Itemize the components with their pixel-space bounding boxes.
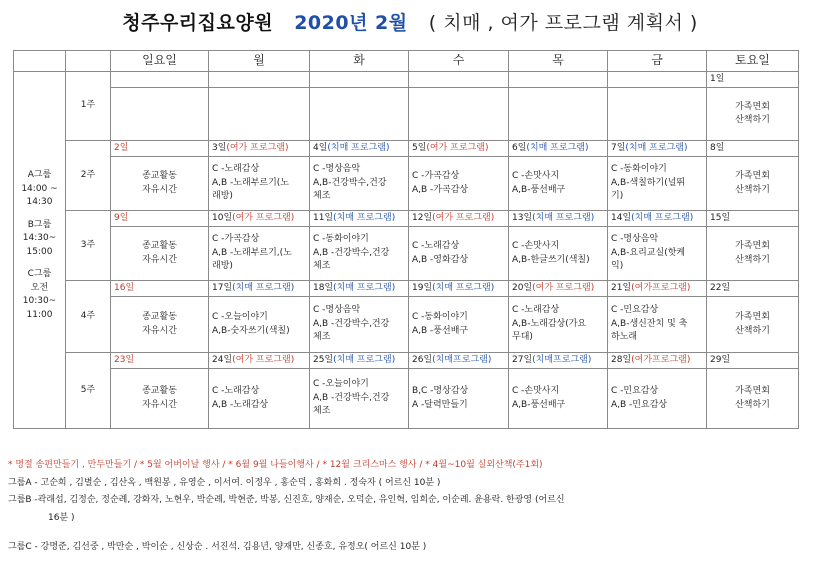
plan-subtitle: ( 치매 , 여가 프로그램 계획서 ): [428, 12, 698, 34]
week-label: 2주: [66, 141, 111, 211]
date-cell: 13일(치매 프로그램): [509, 211, 608, 227]
week4-activity-row: [14, 297, 799, 353]
date-cell: 12일(여가 프로그램): [409, 211, 509, 227]
week-label: 4주: [66, 281, 111, 353]
group-times-column: [14, 72, 66, 429]
activity-cell: C -오늘이야기 A,B-숫자쓰기(색칠): [209, 297, 310, 353]
date-cell: 15일: [707, 211, 799, 227]
date-cell: 17일(치매 프로그램): [209, 281, 310, 297]
activity-cell: C -손맛사지 A,B-풍선배구: [509, 369, 608, 429]
activity-cell: 가족면회 산책하기: [707, 157, 799, 211]
week3-date-row: [14, 211, 799, 227]
date-cell: 1일: [707, 72, 799, 88]
week5-activity-row: [14, 369, 799, 429]
activity-cell: [310, 88, 409, 141]
week2-activity-row: [14, 157, 799, 211]
date-cell: 28일(여가프로그램): [608, 353, 707, 369]
notes-section: [8, 459, 818, 559]
week1-activity-row: [14, 88, 799, 141]
activity-cell: C -명상음악 A,B-건강박수,건강 체조: [310, 157, 409, 211]
date-cell: 21일(여가프로그램): [608, 281, 707, 297]
activity-cell: C -동화이야기 A,B -건강박수,건강 체조: [310, 227, 409, 281]
activity-cell: C -동화이야기 A,B-색칠하기(널뛰 기): [608, 157, 707, 211]
activity-cell: C -민요감상 A,B-생신잔치 및 축 하노래: [608, 297, 707, 353]
group-b-members-cont: 16분 ): [48, 512, 75, 523]
date-cell: 10일(여가 프로그램): [209, 211, 310, 227]
group-a-members: 그룹A - 고순희 , 김별순 , 김산옥 , 백원봉 , 유영순 , 이서여. 이정우 , 홍순덕 , 홍화희 . 정숙자 ( 어르신 10분 ): [8, 477, 441, 488]
activity-cell: 종교활동 자유시간: [111, 297, 209, 353]
day-header-row: [14, 51, 799, 72]
date-cell: 4일(치매 프로그램): [310, 141, 409, 157]
day-header-tue: 화: [310, 51, 409, 72]
activity-cell: C -오늘이야기 A,B -건강박수,건강 체조: [310, 369, 409, 429]
activity-cell: [111, 88, 209, 141]
day-header-thu: 목: [509, 51, 608, 72]
activity-cell: C -노래감상 A,B -노래부르기(노 래방): [209, 157, 310, 211]
date-cell: 19일(치매 프로그램): [409, 281, 509, 297]
week-label: 1주: [66, 72, 111, 141]
date-cell: 6일(치매 프로그램): [509, 141, 608, 157]
date-cell: 18일(치매 프로그램): [310, 281, 409, 297]
date-cell: [111, 72, 209, 88]
week4-date-row: [14, 281, 799, 297]
activity-cell: 종교활동 자유시간: [111, 227, 209, 281]
day-header-wed: 수: [409, 51, 509, 72]
activity-cell: C -노래감상 A,B -영화감상: [409, 227, 509, 281]
day-header-mon: 월: [209, 51, 310, 72]
date-cell: [209, 72, 310, 88]
date-cell: 26일(치매프로그램): [409, 353, 509, 369]
date-cell: 20일(여가 프로그램): [509, 281, 608, 297]
program-schedule-table: [13, 50, 799, 429]
date-cell: 23일: [111, 353, 209, 369]
date-cell: 29일: [707, 353, 799, 369]
group-b-members: 그룹B -곽래섭, 김정순, 정순례, 강화자, 노현우, 박순례, 박현준, 박봉, 신진호, 양재순, 오덕순, 유인혁, 임희순, 이순례. 윤용락. 한광영 (어르신: [8, 495, 565, 505]
activity-cell: 종교활동 자유시간: [111, 157, 209, 211]
activity-cell: [608, 88, 707, 141]
activity-cell: 가족면회 산책하기: [707, 227, 799, 281]
activity-cell: B,C -명상감상 A -달력만들기: [409, 369, 509, 429]
date-cell: 11일(치매 프로그램): [310, 211, 409, 227]
group-c-members: 그룹C - 강명준, 김선중 , 박만순 , 박이순 , 신상순 . 서진석. 김용년, 양재만, 신종호, 유정오( 어르신 10분 ): [8, 542, 427, 552]
date-cell: [509, 72, 608, 88]
day-header-fri: 금: [608, 51, 707, 72]
week1-date-row: [14, 72, 799, 88]
date-cell: 3일(여가 프로그램): [209, 141, 310, 157]
date-cell: 25일(치매 프로그램): [310, 353, 409, 369]
date-cell: 14일(치매 프로그램): [608, 211, 707, 227]
date-cell: 5일(여가 프로그램): [409, 141, 509, 157]
date-cell: 7일(치매 프로그램): [608, 141, 707, 157]
activity-cell: 가족면회 산책하기: [707, 297, 799, 353]
date-cell: 27일(치매프로그램): [509, 353, 608, 369]
activity-cell: C -가곡감상 A,B -가곡감상: [409, 157, 509, 211]
day-header-sat: 토요일: [707, 51, 799, 72]
date-cell: 9일: [111, 211, 209, 227]
activity-cell: 가족면회 산책하기: [707, 369, 799, 429]
activity-cell: C -손맛사지 A,B-풍선배구: [509, 157, 608, 211]
activity-cell: C -가곡감상 A,B -노래부르기,(노 래방): [209, 227, 310, 281]
activity-cell: C -명상음악 A,B-요리교실(핫케 익): [608, 227, 707, 281]
day-header-sun: 일요일: [111, 51, 209, 72]
date-cell: 22일: [707, 281, 799, 297]
activity-cell: C -동화이야기 A,B -풍선배구: [409, 297, 509, 353]
week-label: 5주: [66, 353, 111, 429]
corner-cell: [14, 51, 66, 72]
corner-cell: [66, 51, 111, 72]
week2-date-row: [14, 141, 799, 157]
date-cell: [409, 72, 509, 88]
date-cell: 2일: [111, 141, 209, 157]
week3-activity-row: [14, 227, 799, 281]
activity-cell: C -노래감상 A,B-노래감상(가요 무대): [509, 297, 608, 353]
month-label: 2020년 2월: [294, 12, 408, 34]
date-cell: 8일: [707, 141, 799, 157]
week-label: 3주: [66, 211, 111, 281]
events-note: * 명절 송편만들기 , 만두만들기 / * 5월 어버이날 행사 / * 6월 9월 나들이행사 / * 12월 크리스마스 행사 / * 4월~10월 실외산책(주1회): [8, 460, 543, 470]
activity-cell: 가족면회 산책하기: [707, 88, 799, 141]
group-a-time: A그룹 14:00 ~ 14:30: [21, 170, 58, 207]
page-title: [0, 8, 820, 35]
activity-cell: C -노래감상 A,B -노래감상: [209, 369, 310, 429]
activity-cell: 종교활동 자유시간: [111, 369, 209, 429]
facility-name: 청주우리집요양원: [122, 12, 274, 34]
activity-cell: C -손맛사지 A,B-한글쓰기(색칠): [509, 227, 608, 281]
date-cell: 16일: [111, 281, 209, 297]
group-c-time: C그룹 오전 10:30~ 11:00: [22, 269, 57, 320]
group-b-time: B그룹 14:30~ 15:00: [22, 219, 57, 257]
activity-cell: [409, 88, 509, 141]
date-cell: [608, 72, 707, 88]
date-cell: [310, 72, 409, 88]
activity-cell: [209, 88, 310, 141]
activity-cell: C -명상음악 A,B -건강박수,건강 체조: [310, 297, 409, 353]
activity-cell: C -민요감상 A,B -민요감상: [608, 369, 707, 429]
week5-date-row: [14, 353, 799, 369]
date-cell: 24일(여가 프로그램): [209, 353, 310, 369]
activity-cell: [509, 88, 608, 141]
